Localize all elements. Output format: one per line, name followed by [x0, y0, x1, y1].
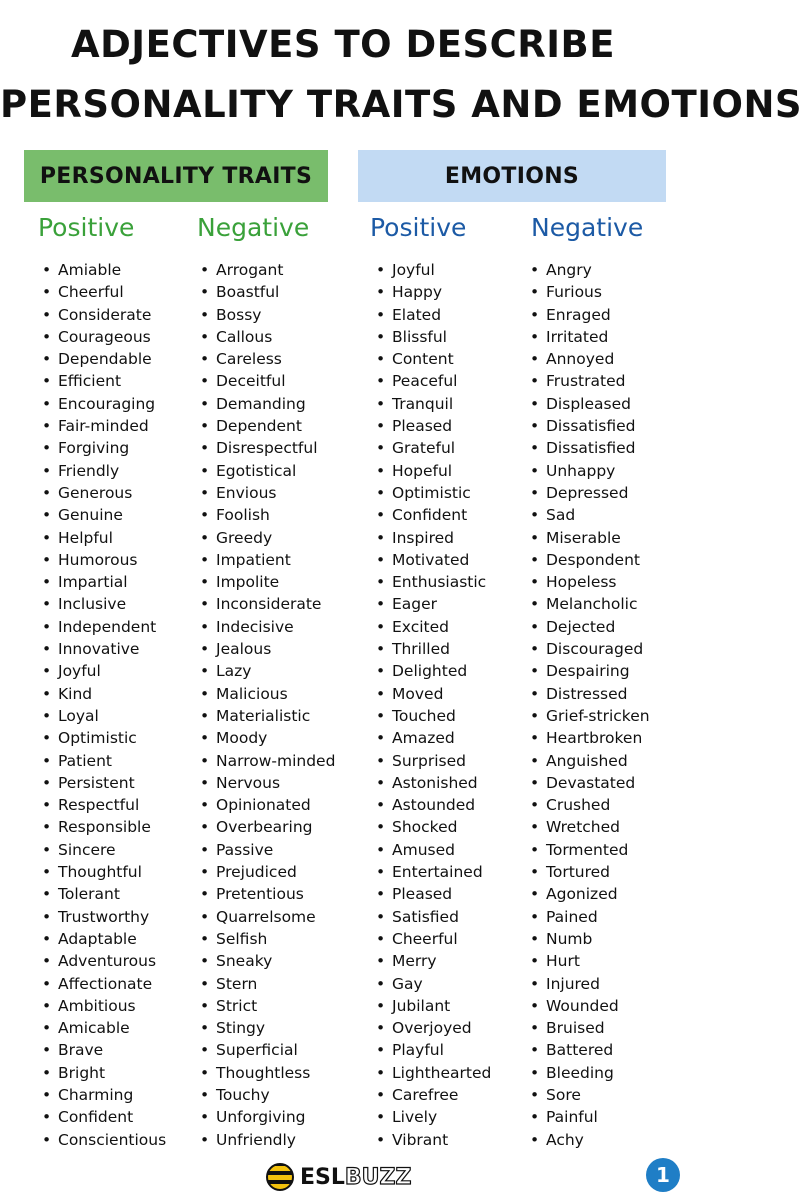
list-item: • Opinionated — [200, 794, 335, 816]
list-item: • Hopeless — [530, 571, 650, 593]
list-item: • Excited — [376, 616, 491, 638]
list-item: • Genuine — [42, 504, 166, 526]
list-item: • Deceitful — [200, 370, 335, 392]
list-item: • Amicable — [42, 1017, 166, 1039]
list-item: • Overjoyed — [376, 1017, 491, 1039]
list-item: • Bruised — [530, 1017, 650, 1039]
list-item: • Painful — [530, 1106, 650, 1128]
list-item: • Demanding — [200, 393, 335, 415]
page-number-badge: 1 — [646, 1158, 680, 1192]
list-item: • Confident — [376, 504, 491, 526]
list-item: • Injured — [530, 973, 650, 995]
list-item: • Amiable — [42, 259, 166, 281]
list-item: • Sincere — [42, 839, 166, 861]
list-item: • Pained — [530, 906, 650, 928]
list-item: • Jubilant — [376, 995, 491, 1017]
list-item: • Humorous — [42, 549, 166, 571]
list-item: • Inclusive — [42, 593, 166, 615]
list-item: • Adaptable — [42, 928, 166, 950]
list-item: • Inconsiderate — [200, 593, 335, 615]
bee-icon — [266, 1163, 294, 1191]
list-item: • Superficial — [200, 1039, 335, 1061]
list-item: • Friendly — [42, 460, 166, 482]
list-item: • Bright — [42, 1062, 166, 1084]
list-item: • Boastful — [200, 281, 335, 303]
list-item: • Nervous — [200, 772, 335, 794]
list-item: • Distressed — [530, 683, 650, 705]
list-item: • Merry — [376, 950, 491, 972]
list-item: • Astounded — [376, 794, 491, 816]
list-item: • Disrespectful — [200, 437, 335, 459]
list-item: • Touched — [376, 705, 491, 727]
list-item: • Courageous — [42, 326, 166, 348]
list-item: • Irritated — [530, 326, 650, 348]
list-item: • Discouraged — [530, 638, 650, 660]
list-item: • Thoughtless — [200, 1062, 335, 1084]
traits-negative-list — [200, 259, 335, 1151]
list-item: • Inspired — [376, 527, 491, 549]
emotions-positive-heading: Positive — [370, 213, 467, 242]
list-item: • Delighted — [376, 660, 491, 682]
list-item: • Optimistic — [42, 727, 166, 749]
list-item: • Surprised — [376, 750, 491, 772]
list-item: • Content — [376, 348, 491, 370]
list-item: • Crushed — [530, 794, 650, 816]
list-item: • Grief-stricken — [530, 705, 650, 727]
list-item: • Thoughtful — [42, 861, 166, 883]
list-item: • Loyal — [42, 705, 166, 727]
list-item: • Innovative — [42, 638, 166, 660]
list-item: • Hurt — [530, 950, 650, 972]
list-item: • Bossy — [200, 304, 335, 326]
list-item: • Astonished — [376, 772, 491, 794]
list-item: • Helpful — [42, 527, 166, 549]
list-item: • Pretentious — [200, 883, 335, 905]
list-item: • Pleased — [376, 883, 491, 905]
list-item: • Tortured — [530, 861, 650, 883]
list-item: • Battered — [530, 1039, 650, 1061]
list-item: • Devastated — [530, 772, 650, 794]
list-item: • Considerate — [42, 304, 166, 326]
list-item: • Grateful — [376, 437, 491, 459]
emotions-positive-list — [376, 259, 491, 1151]
list-item: • Miserable — [530, 527, 650, 549]
list-item: • Thrilled — [376, 638, 491, 660]
list-item: • Strict — [200, 995, 335, 1017]
list-item: • Stingy — [200, 1017, 335, 1039]
list-item: • Patient — [42, 750, 166, 772]
list-item: • Impolite — [200, 571, 335, 593]
list-item: • Enthusiastic — [376, 571, 491, 593]
list-item: • Unhappy — [530, 460, 650, 482]
list-item: • Eager — [376, 593, 491, 615]
list-item: • Moved — [376, 683, 491, 705]
list-item: • Satisfied — [376, 906, 491, 928]
list-item: • Narrow-minded — [200, 750, 335, 772]
list-item: • Materialistic — [200, 705, 335, 727]
list-item: • Hopeful — [376, 460, 491, 482]
list-item: • Happy — [376, 281, 491, 303]
page-title-line-2: PERSONALITY TRAITS AND EMOTIONS — [0, 83, 802, 126]
list-item: • Gay — [376, 973, 491, 995]
list-item: • Efficient — [42, 370, 166, 392]
list-item: • Quarrelsome — [200, 906, 335, 928]
list-item: • Impatient — [200, 549, 335, 571]
personality-traits-banner: PERSONALITY TRAITS — [24, 150, 328, 202]
list-item: • Peaceful — [376, 370, 491, 392]
list-item: • Encouraging — [42, 393, 166, 415]
list-item: • Optimistic — [376, 482, 491, 504]
list-item: • Unfriendly — [200, 1129, 335, 1151]
list-item: • Joyful — [376, 259, 491, 281]
list-item: • Jealous — [200, 638, 335, 660]
list-item: • Forgiving — [42, 437, 166, 459]
list-item: • Malicious — [200, 683, 335, 705]
list-item: • Playful — [376, 1039, 491, 1061]
list-item: • Charming — [42, 1084, 166, 1106]
list-item: • Callous — [200, 326, 335, 348]
list-item: • Sneaky — [200, 950, 335, 972]
list-item: • Brave — [42, 1039, 166, 1061]
list-item: • Furious — [530, 281, 650, 303]
list-item: • Generous — [42, 482, 166, 504]
list-item: • Dissatisfied — [530, 415, 650, 437]
list-item: • Impartial — [42, 571, 166, 593]
list-item: • Stern — [200, 973, 335, 995]
list-item: • Wounded — [530, 995, 650, 1017]
list-item: • Despairing — [530, 660, 650, 682]
list-item: • Dejected — [530, 616, 650, 638]
list-item: • Fair-minded — [42, 415, 166, 437]
list-item: • Elated — [376, 304, 491, 326]
list-item: • Respectful — [42, 794, 166, 816]
list-item: • Lighthearted — [376, 1062, 491, 1084]
brand-text-buzz: BUZZ — [344, 1164, 412, 1190]
list-item: • Affectionate — [42, 973, 166, 995]
list-item: • Sore — [530, 1084, 650, 1106]
page-title-line-1: ADJECTIVES TO DESCRIBE — [70, 23, 616, 66]
list-item: • Lazy — [200, 660, 335, 682]
list-item: • Dependable — [42, 348, 166, 370]
list-item: • Entertained — [376, 861, 491, 883]
list-item: • Lively — [376, 1106, 491, 1128]
list-item: • Careless — [200, 348, 335, 370]
list-item: • Wretched — [530, 816, 650, 838]
list-item: • Cheerful — [376, 928, 491, 950]
list-item: • Unforgiving — [200, 1106, 335, 1128]
list-item: • Depressed — [530, 482, 650, 504]
list-item: • Sad — [530, 504, 650, 526]
list-item: • Arrogant — [200, 259, 335, 281]
list-item: • Persistent — [42, 772, 166, 794]
brand-text-esl: ESL — [300, 1164, 345, 1190]
list-item: • Frustrated — [530, 370, 650, 392]
list-item: • Shocked — [376, 816, 491, 838]
list-item: • Selfish — [200, 928, 335, 950]
list-item: • Moody — [200, 727, 335, 749]
list-item: • Amused — [376, 839, 491, 861]
list-item: • Conscientious — [42, 1129, 166, 1151]
emotions-banner: EMOTIONS — [358, 150, 666, 202]
list-item: • Trustworthy — [42, 906, 166, 928]
list-item: • Adventurous — [42, 950, 166, 972]
emotions-negative-heading: Negative — [531, 213, 644, 242]
list-item: • Enraged — [530, 304, 650, 326]
list-item: • Egotistical — [200, 460, 335, 482]
list-item: • Vibrant — [376, 1129, 491, 1151]
list-item: • Kind — [42, 683, 166, 705]
list-item: • Overbearing — [200, 816, 335, 838]
list-item: • Foolish — [200, 504, 335, 526]
eslbuzz-logo — [266, 1160, 411, 1194]
list-item: • Prejudiced — [200, 861, 335, 883]
list-item: • Ambitious — [42, 995, 166, 1017]
list-item: • Passive — [200, 839, 335, 861]
list-item: • Amazed — [376, 727, 491, 749]
list-item: • Bleeding — [530, 1062, 650, 1084]
list-item: • Cheerful — [42, 281, 166, 303]
list-item: • Touchy — [200, 1084, 335, 1106]
list-item: • Greedy — [200, 527, 335, 549]
list-item: • Indecisive — [200, 616, 335, 638]
list-item: • Tranquil — [376, 393, 491, 415]
list-item: • Independent — [42, 616, 166, 638]
list-item: • Agonized — [530, 883, 650, 905]
traits-positive-list — [42, 259, 166, 1151]
list-item: • Joyful — [42, 660, 166, 682]
traits-negative-heading: Negative — [197, 213, 310, 242]
list-item: • Dissatisfied — [530, 437, 650, 459]
list-item: • Blissful — [376, 326, 491, 348]
list-item: • Numb — [530, 928, 650, 950]
list-item: • Anguished — [530, 750, 650, 772]
list-item: • Confident — [42, 1106, 166, 1128]
list-item: • Pleased — [376, 415, 491, 437]
list-item: • Heartbroken — [530, 727, 650, 749]
list-item: • Angry — [530, 259, 650, 281]
list-item: • Tormented — [530, 839, 650, 861]
list-item: • Carefree — [376, 1084, 491, 1106]
list-item: • Dependent — [200, 415, 335, 437]
list-item: • Despondent — [530, 549, 650, 571]
traits-positive-heading: Positive — [38, 213, 135, 242]
list-item: • Achy — [530, 1129, 650, 1151]
list-item: • Displeased — [530, 393, 650, 415]
list-item: • Melancholic — [530, 593, 650, 615]
list-item: • Tolerant — [42, 883, 166, 905]
list-item: • Envious — [200, 482, 335, 504]
list-item: • Responsible — [42, 816, 166, 838]
list-item: • Motivated — [376, 549, 491, 571]
list-item: • Annoyed — [530, 348, 650, 370]
emotions-negative-list — [530, 259, 650, 1151]
